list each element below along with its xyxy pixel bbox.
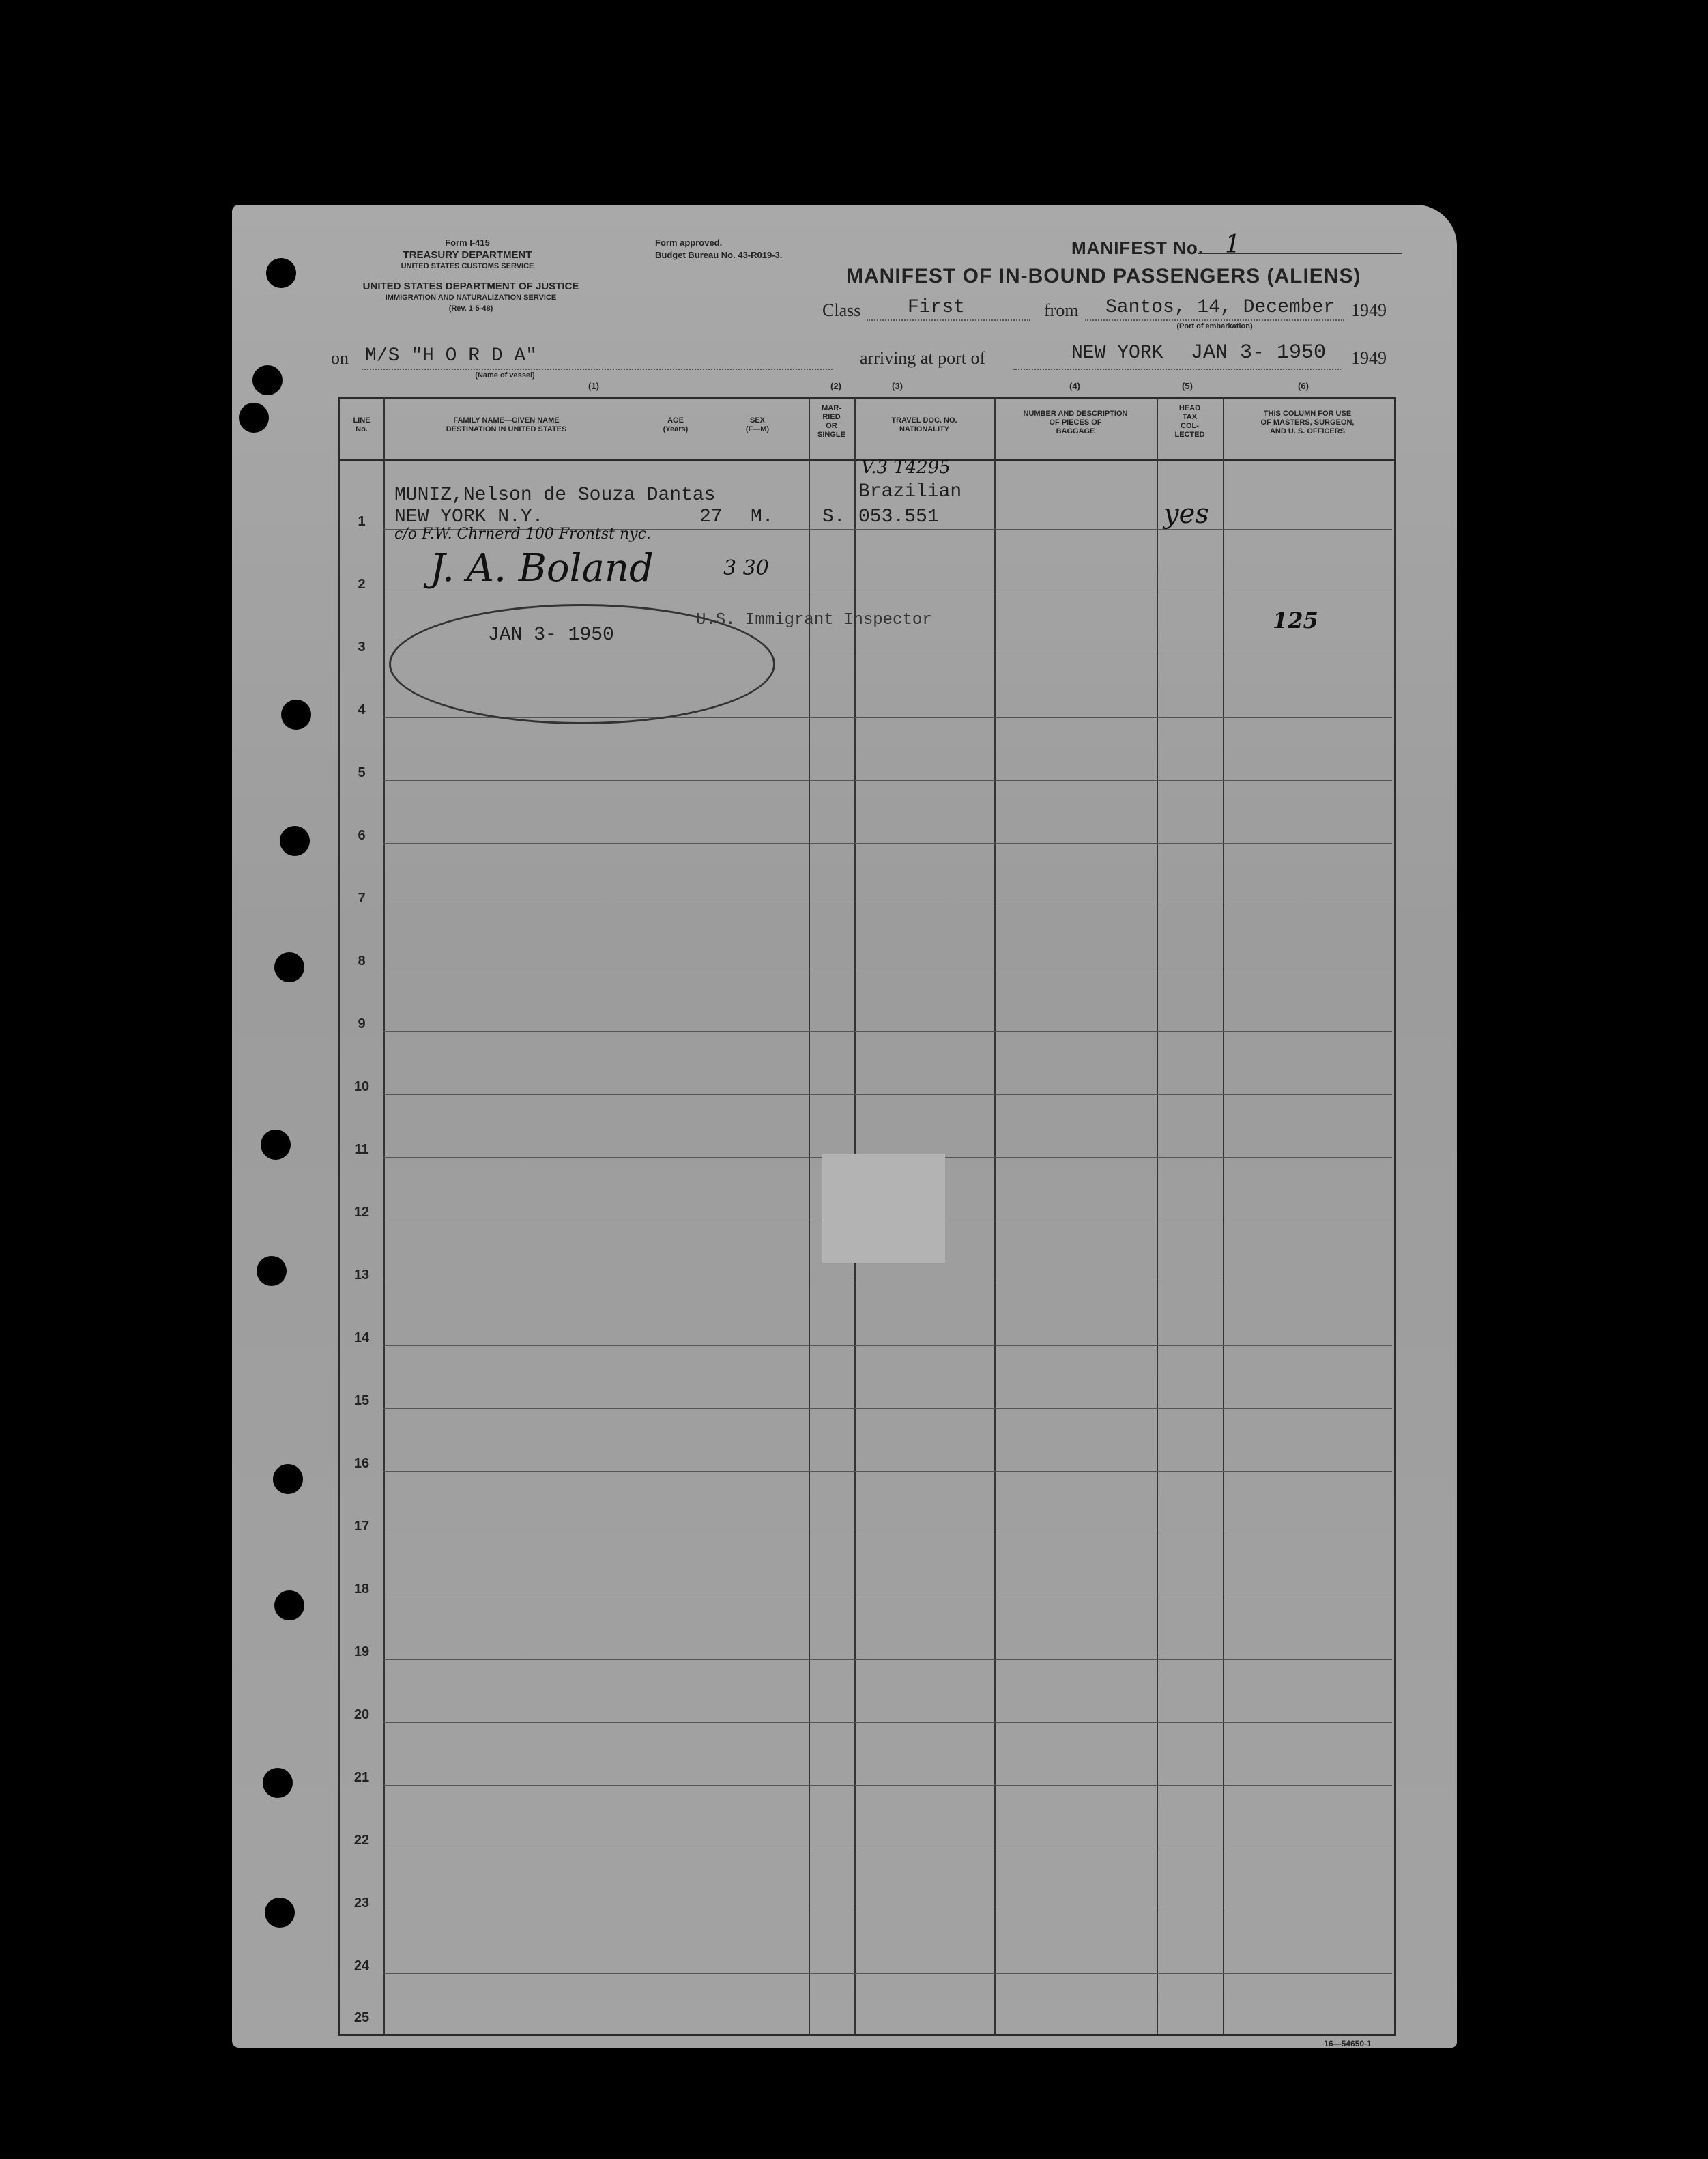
arrival-stamp: JAN 3- 1950	[1191, 341, 1327, 364]
line-number: 11	[354, 1142, 369, 1157]
vessel-name: M/S "H O R D A"	[365, 345, 538, 367]
line-number: 23	[353, 1896, 370, 1911]
manifest-no-value: 1	[1225, 231, 1241, 259]
header-officers: THIS COLUMN FOR USE OF MASTERS, SURGEON, AND U. S. OFFICERS	[1260, 410, 1355, 435]
travel-doc-number: 053.551	[858, 506, 939, 528]
col-divider	[1223, 397, 1224, 2034]
binder-hole	[239, 403, 269, 433]
doj: UNITED STATES DEPARTMENT OF JUSTICE	[362, 281, 579, 292]
col-num-5: (5)	[1182, 381, 1193, 391]
binder-hole	[257, 1256, 287, 1286]
binder-hole	[261, 1130, 291, 1160]
line-number: 3	[358, 640, 366, 655]
line-number: 8	[358, 954, 366, 969]
officer-number: 125	[1273, 607, 1318, 633]
line-number: 15	[353, 1393, 370, 1408]
arrival-port: NEW YORK	[1071, 343, 1163, 364]
col-num-4: (4)	[1069, 381, 1080, 391]
customs-service: UNITED STATES CUSTOMS SERVICE	[401, 262, 534, 270]
vessel-line	[362, 369, 833, 370]
page-title: MANIFEST OF IN-BOUND PASSENGERS (ALIENS)	[846, 265, 1361, 287]
passenger-sex: M.	[751, 506, 774, 528]
line-number: 14	[353, 1330, 370, 1345]
col-num-3: (3)	[892, 381, 903, 391]
arrival-line	[1013, 369, 1341, 370]
binder-hole	[266, 258, 296, 288]
line-number: 5	[358, 765, 366, 780]
col-num-1: (1)	[588, 381, 599, 391]
col-divider	[383, 397, 385, 2034]
from-value: Santos, 14, December	[1105, 297, 1335, 318]
manifest-page	[232, 205, 1457, 2048]
header-married: MAR- RIED OR SINGLE	[817, 404, 845, 439]
line-number: 25	[353, 2010, 370, 2025]
passenger-destination: NEW YORK N.Y.	[394, 506, 544, 528]
budget-bureau: Budget Bureau No. 43-R019-3.	[655, 250, 783, 260]
line-number: 18	[353, 1582, 370, 1597]
passenger-age: 27	[699, 506, 723, 528]
line-number: 16	[353, 1456, 370, 1471]
line-number: 7	[358, 891, 366, 906]
binder-hole	[265, 1898, 295, 1928]
vessel-caption: (Name of vessel)	[475, 371, 535, 380]
line-number: 13	[353, 1268, 370, 1283]
header-baggage: NUMBER AND DESCRIPTION OF PIECES OF BAGGAGE	[1023, 410, 1128, 435]
header-travel-doc: TRAVEL DOC. NO. NATIONALITY	[891, 416, 957, 433]
binder-hole	[274, 952, 304, 982]
line-number: 21	[353, 1770, 370, 1785]
class-line	[867, 319, 1030, 321]
port-caption: (Port of embarkation)	[1176, 322, 1253, 330]
ins: IMMIGRATION AND NATURALIZATION SERVICE	[385, 294, 557, 302]
header-name: FAMILY NAME—GIVEN NAME DESTINATION IN UNITED STATES	[446, 416, 567, 433]
line-number: 22	[353, 1833, 370, 1848]
binder-hole	[281, 700, 311, 730]
from-line	[1085, 319, 1344, 321]
binder-hole	[274, 1590, 304, 1620]
binder-hole	[252, 365, 283, 395]
binder-hole	[273, 1464, 303, 1494]
line-number: 24	[353, 1958, 370, 1973]
binder-hole	[280, 826, 310, 856]
stamp-date: JAN 3- 1950	[488, 625, 614, 646]
col-divider	[1157, 397, 1158, 2034]
treasury-dept: TREASURY DEPARTMENT	[403, 249, 532, 261]
from-year: 1949	[1351, 300, 1387, 320]
form-approved: Form approved.	[655, 238, 723, 248]
col-num-6: (6)	[1298, 381, 1309, 391]
passenger-nationality: Brazilian	[858, 481, 962, 502]
arrival-year: 1949	[1351, 348, 1387, 368]
class-value: First	[908, 297, 966, 318]
passenger-name: MUNIZ,Nelson de Souza Dantas	[394, 485, 716, 506]
line-number: 4	[358, 702, 366, 717]
line-number: 10	[353, 1079, 370, 1094]
col-divider	[994, 397, 996, 2034]
col-num-2: (2)	[830, 381, 841, 391]
line-number: 1	[358, 514, 366, 529]
class-label: Class	[822, 300, 861, 320]
header-head-tax: HEAD TAX COL- LECTED	[1174, 404, 1205, 439]
line-number: 9	[358, 1016, 366, 1031]
rev-date: (Rev. 1-5-48)	[448, 304, 493, 313]
line-number: 19	[353, 1644, 370, 1659]
signature-date: 3 30	[723, 556, 769, 580]
header-line-no: LINE No.	[353, 416, 371, 433]
line-number: 6	[358, 828, 366, 843]
inspector-title: U.S. Immigrant Inspector	[696, 611, 932, 629]
line-number: 17	[353, 1519, 370, 1534]
binder-hole	[263, 1768, 293, 1798]
visa-number: V.3 T4295	[861, 457, 951, 478]
on-label: on	[331, 348, 349, 368]
line-number: 2	[358, 577, 366, 592]
passenger-care-of: c/o F.W. Chrnerd 100 Frontst nyc.	[394, 526, 651, 543]
arriving-label: arriving at port of	[860, 348, 986, 368]
passenger-marital: S.	[822, 506, 845, 528]
form-number: Form I-415	[445, 238, 490, 248]
head-tax-mark: yes	[1163, 498, 1209, 530]
line-number: 12	[353, 1205, 370, 1220]
header-age: AGE (Years)	[663, 416, 689, 433]
line-number: 20	[353, 1707, 370, 1722]
header-sex: SEX (F—M)	[745, 416, 770, 433]
manifest-no-label: MANIFEST No.	[1071, 238, 1204, 258]
print-code: 16—54650-1	[1324, 2039, 1372, 2048]
inspector-signature: J. A. Boland	[430, 546, 654, 590]
paper-patch	[822, 1154, 945, 1263]
from-label: from	[1044, 300, 1079, 320]
col-divider	[809, 397, 810, 2034]
